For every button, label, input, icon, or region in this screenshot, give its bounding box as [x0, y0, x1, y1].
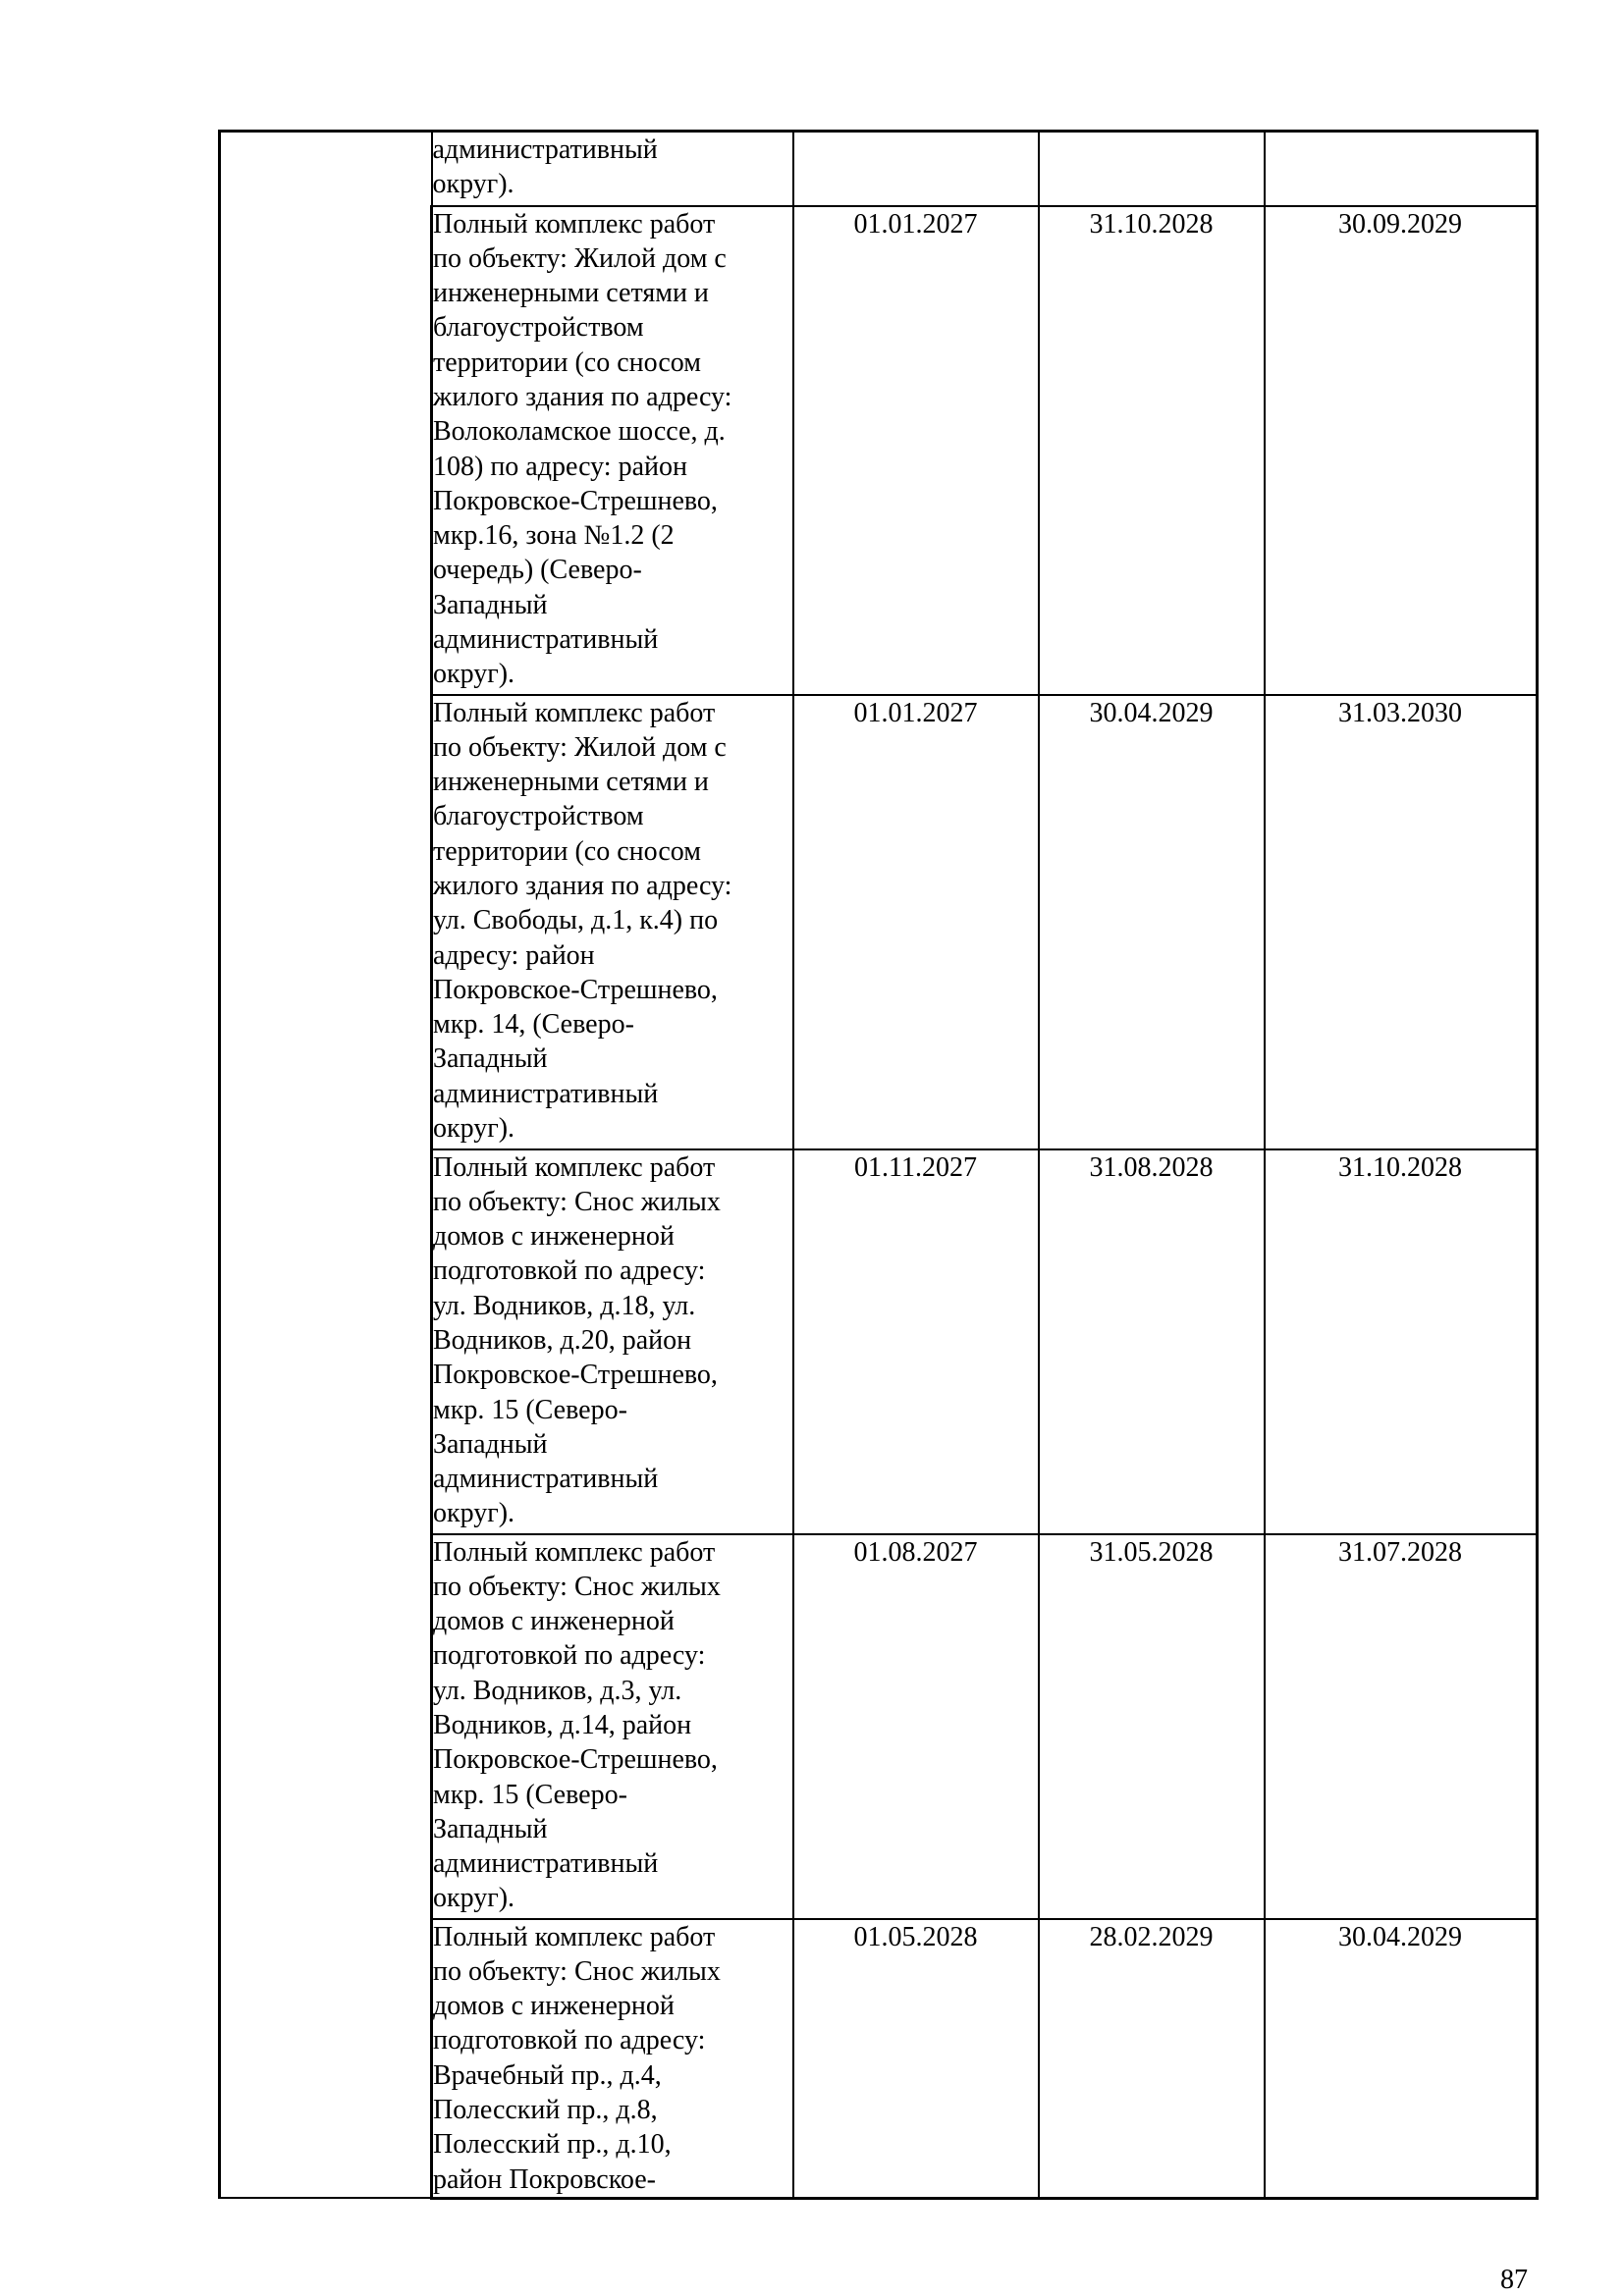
start-date-cell — [793, 1919, 1039, 2199]
second-date-cell — [1039, 695, 1265, 1149]
second-date: 28.02.2029 — [1089, 1921, 1214, 1952]
start-date-cell — [793, 1149, 1039, 1534]
second-date: 30.04.2029 — [1089, 697, 1214, 728]
start-date: 01.08.2027 — [853, 1536, 978, 1568]
start-date: 01.05.2028 — [853, 1921, 978, 1952]
second-date-cell — [1039, 1919, 1265, 2199]
third-date: 30.04.2029 — [1338, 1921, 1462, 1952]
third-date-cell — [1265, 132, 1538, 206]
third-date: 30.09.2029 — [1338, 208, 1462, 240]
second-date: 31.10.2028 — [1089, 208, 1214, 240]
third-date: 31.07.2028 — [1338, 1536, 1462, 1568]
start-date-cell — [793, 132, 1039, 206]
third-date-cell — [1265, 695, 1538, 1149]
description-text: Полный комплекс работ по объекту: Снос жилых домов с инженерной подготовкой по адресу: ул. Водников, д.3, ул. Водников, д.14, район Покровское-Стрешнево, мкр. 15 (Северо- Западный административный округ). — [433, 1536, 721, 1914]
description-cell — [432, 1534, 793, 1919]
start-date-cell — [793, 695, 1039, 1149]
third-date-cell — [1265, 1534, 1538, 1919]
description-text: Полный комплекс работ по объекту: Жилой дом с инженерными сетями и благоустройством территории (со сносом жилого здания по адресу: ул. Свободы, д.1, к.4) по адресу: район Покровское-Стрешнево, мкр. 14, (Северо- Западный административный округ). — [433, 697, 732, 1145]
description-text: административный округ). — [432, 134, 658, 200]
second-date-cell — [1039, 132, 1265, 206]
third-date-cell — [1265, 206, 1538, 695]
description-cell — [432, 132, 793, 206]
first-column-cell — [220, 132, 432, 2199]
start-date-cell — [793, 206, 1039, 695]
table-row — [220, 132, 1538, 206]
third-date-cell — [1265, 1919, 1538, 2199]
start-date-cell — [793, 1534, 1039, 1919]
start-date: 01.01.2027 — [853, 697, 978, 728]
description-cell — [432, 695, 793, 1149]
second-date-cell — [1039, 1534, 1265, 1919]
third-date: 31.03.2030 — [1338, 697, 1462, 728]
start-date: 01.11.2027 — [854, 1151, 977, 1183]
description-cell — [432, 1149, 793, 1534]
description-cell — [432, 1919, 793, 2199]
third-date-cell — [1265, 1149, 1538, 1534]
third-date: 31.10.2028 — [1338, 1151, 1462, 1183]
page-number: 87 — [1500, 2265, 1528, 2295]
description-cell — [432, 206, 793, 695]
start-date: 01.01.2027 — [853, 208, 978, 240]
description-text: Полный комплекс работ по объекту: Снос жилых домов с инженерной подготовкой по адресу: ул. Водников, д.18, ул. Водников, д.20, район Покровское-Стрешнево, мкр. 15 (Северо- Западный административный округ). — [433, 1151, 721, 1529]
schedule-table — [218, 130, 1539, 2200]
second-date: 31.05.2028 — [1089, 1536, 1214, 1568]
description-text: Полный комплекс работ по объекту: Жилой дом с инженерными сетями и благоустройством территории (со сносом жилого здания по адресу: Волоколамское шоссе, д. 108) по адресу: район Покровское-Стрешнево, мкр.16, зона №1.2 (2 очередь) (Северо- Западный административный округ). — [433, 208, 732, 690]
description-text: Полный комплекс работ по объекту: Снос жилых домов с инженерной подготовкой по адресу: Врачебный пр., д.4, Полесский пр., д.8, Полесский пр., д.10, район Покровское- — [433, 1921, 721, 2195]
second-date-cell — [1039, 1149, 1265, 1534]
second-date: 31.08.2028 — [1089, 1151, 1214, 1183]
second-date-cell — [1039, 206, 1265, 695]
